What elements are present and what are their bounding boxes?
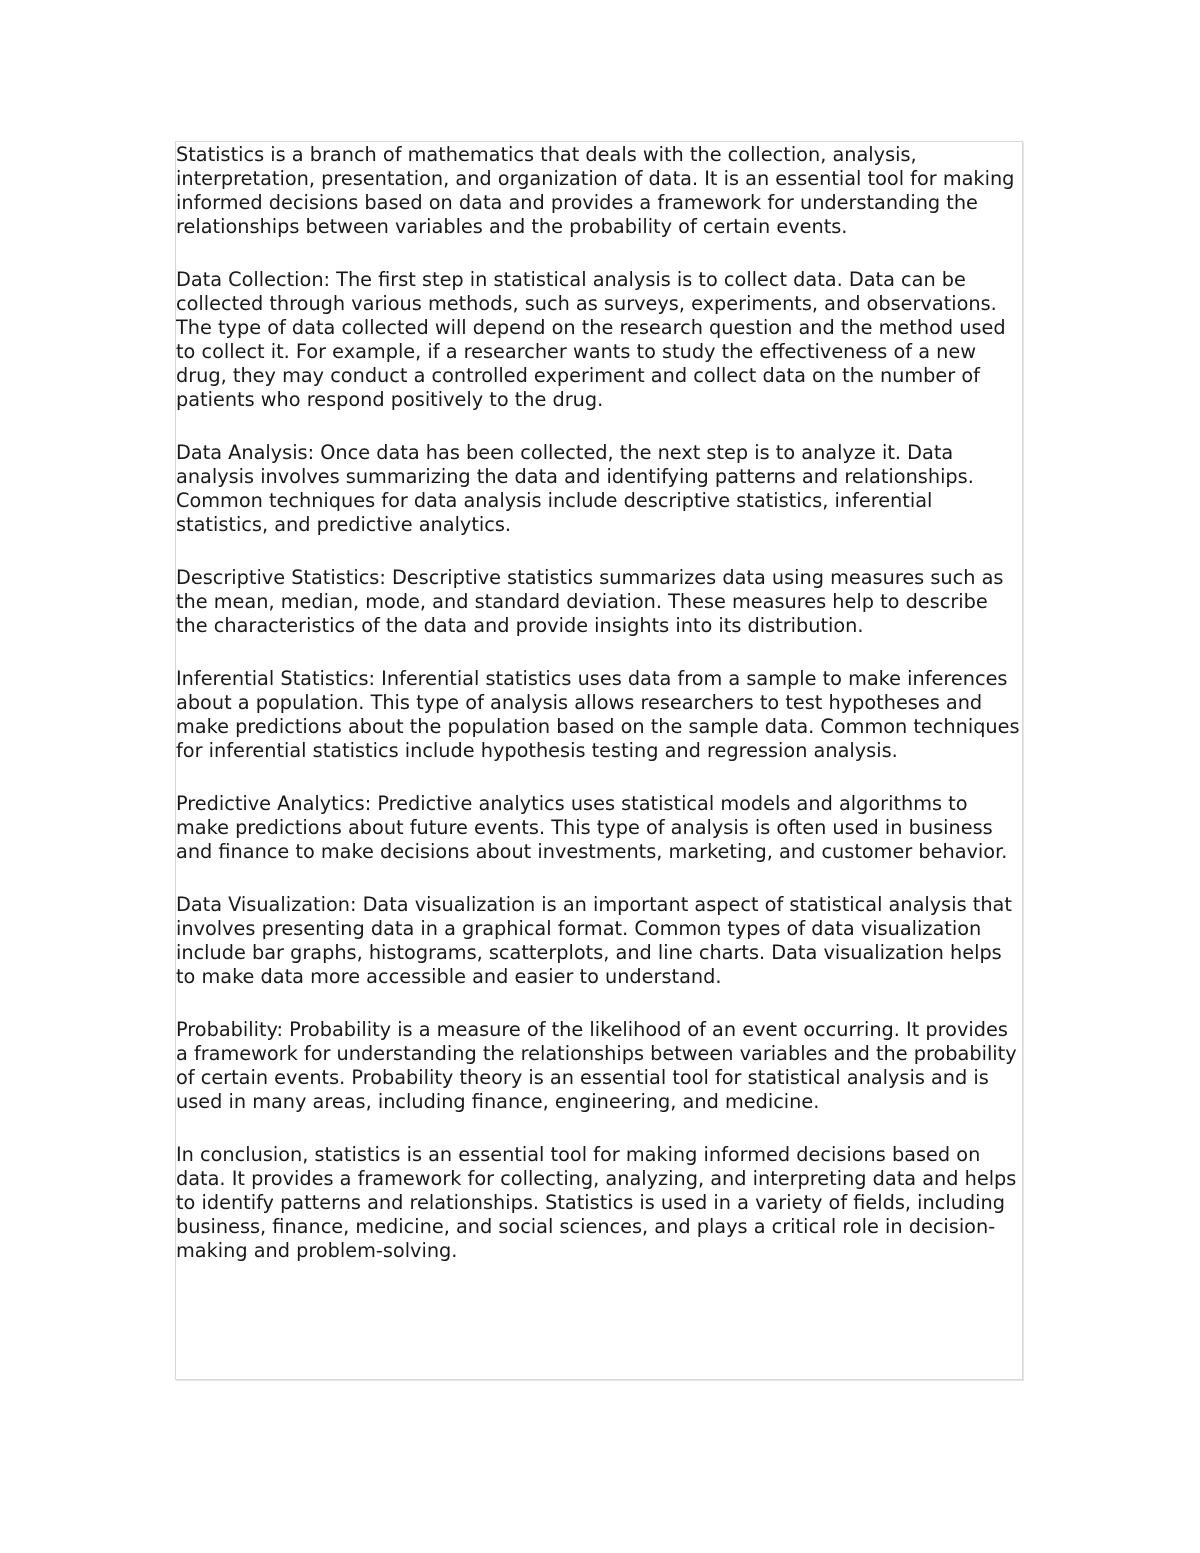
paragraph-data-visualization: Data Visualization: Data visualization is an important aspect of statistical analysis that involves presenting data in a graphical format. Common types of data visualization include bar graphs, histograms, scatterplots, and line charts. Data visualization helps to make data more accessible and easier to understand. <box>176 893 1012 988</box>
paragraph-inferential-statistics: Inferential Statistics: Inferential statistics uses data from a sample to make inferences about a population. This type of analysis allows researchers to test hypotheses and make predictions about the population based on the sample data. Common techniques for inferential statistics include hypothesis testing and regression analysis. <box>176 667 1020 762</box>
paragraph-conclusion: In conclusion, statistics is an essential tool for making informed decisions based on data. It provides a framework for collecting, analyzing, and interpreting data and helps to identify patterns and relationships. Statistics is used in a variety of fields, including business, finance, medicine, and social sciences, and plays a critical role in decision-making and problem-solving. <box>176 1143 1017 1262</box>
paragraph-data-analysis: Data Analysis: Once data has been collected, the next step is to analyze it. Data analysis involves summarizing the data and identifying patterns and relationships. Common techniques for data analysis include descriptive statistics, inferential statistics, and predictive analytics. <box>176 441 974 536</box>
paragraph-probability: Probability: Probability is a measure of the likelihood of an event occurring. It provides a framework for understanding the relationships between variables and the probability of certain events. Probability theory is an essential tool for statistical analysis and is used in many areas, including finance, engineering, and medicine. <box>176 1018 1017 1113</box>
paragraph-predictive-analytics: Predictive Analytics: Predictive analytics uses statistical models and algorithms to make predictions about future events. This type of analysis is often used in business and finance to make decisions about investments, marketing, and customer behavior. <box>176 792 1008 863</box>
text-frame <box>175 141 1023 1380</box>
paragraph-data-collection: Data Collection: The first step in statistical analysis is to collect data. Data can be collected through various methods, such as surveys, experiments, and observations. The type of data collected will depend on the research question and the method used to collect it. For example, if a researcher wants to study the effectiveness of a new drug, they may conduct a controlled experiment and collect data on the number of patients who respond positively to the drug. <box>176 268 1006 411</box>
paragraph-intro: Statistics is a branch of mathematics that deals with the collection, analysis, interpretation, presentation, and organization of data. It is an essential tool for making informed decisions based on data and provides a framework for understanding the relationships between variables and the probability of certain events. <box>176 143 1015 238</box>
paragraph-descriptive-statistics: Descriptive Statistics: Descriptive statistics summarizes data using measures such as the mean, median, mode, and standard deviation. These measures help to describe the characteristics of the data and provide insights into its distribution. <box>176 566 1004 637</box>
